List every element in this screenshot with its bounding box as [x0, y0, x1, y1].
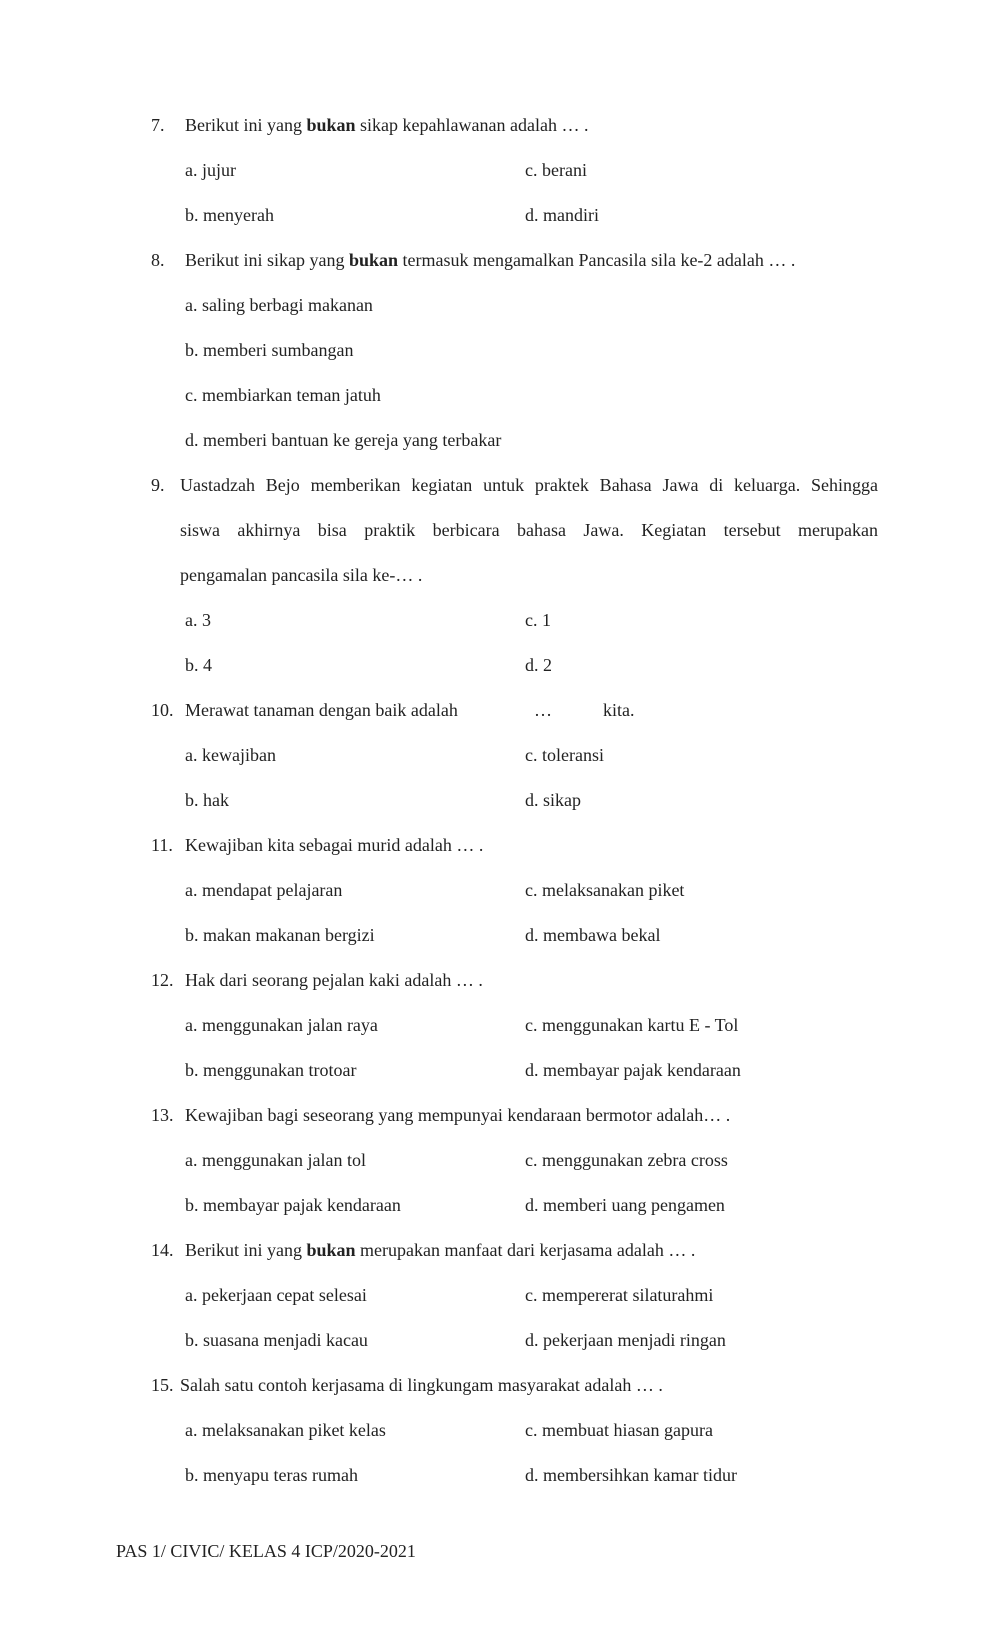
question-13-option-d: d. memberi uang pengamen — [525, 1195, 725, 1215]
question-8-text-part: Berikut ini sikap yang — [185, 250, 349, 270]
question-13-number: 13. — [151, 1105, 174, 1125]
question-12-option-b: b. menggunakan trotoar — [185, 1060, 357, 1080]
question-14-option-d: d. pekerjaan menjadi ringan — [525, 1330, 726, 1350]
question-7-number: 7. — [151, 115, 165, 135]
question-12-option-c: c. menggunakan kartu E - Tol — [525, 1015, 739, 1035]
question-15-option-d: d. membersihkan kamar tidur — [525, 1465, 737, 1485]
question-14-number: 14. — [151, 1240, 174, 1260]
question-10-number: 10. — [151, 700, 174, 720]
question-7-emphasis: bukan — [306, 115, 356, 135]
question-15-number: 15. — [151, 1375, 174, 1395]
question-11-text: Kewajiban kita sebagai murid adalah … . — [185, 835, 484, 855]
question-14-text — [185, 1239, 695, 1261]
question-7-text-part: Berikut ini yang — [185, 115, 307, 135]
question-14-text-part: merupakan manfaat dari kerjasama adalah … . — [355, 1240, 696, 1260]
question-14-option-c: c. mempererat silaturahmi — [525, 1285, 714, 1305]
question-7-option-b: b. menyerah — [185, 205, 274, 225]
question-9-option-b: b. 4 — [185, 655, 212, 675]
question-14-option-a: a. pekerjaan cepat selesai — [185, 1285, 367, 1305]
question-7-option-d: d. mandiri — [525, 205, 599, 225]
question-10-option-b: b. hak — [185, 790, 229, 810]
question-8-option-a: a. saling berbagi makanan — [185, 295, 373, 315]
question-15-option-b: b. menyapu teras rumah — [185, 1465, 358, 1485]
page-footer: PAS 1/ CIVIC/ KELAS 4 ICP/2020-2021 — [116, 1541, 416, 1561]
question-11-option-c: c. melaksanakan piket — [525, 880, 685, 900]
question-7-option-a: a. jujur — [185, 160, 236, 180]
question-14-option-b: b. suasana menjadi kacau — [185, 1330, 368, 1350]
question-9-text-line-3: pengamalan pancasila sila ke-… . — [180, 565, 423, 585]
question-8-emphasis: bukan — [348, 250, 399, 270]
question-8-number: 8. — [151, 250, 165, 270]
question-7-text-part: sikap kepahlawanan adalah … . — [355, 115, 589, 135]
question-12-option-d: d. membayar pajak kendaraan — [525, 1060, 741, 1080]
question-10-option-d: d. sikap — [525, 790, 581, 810]
question-10-text: Merawat tanaman dengan baik adalah — [185, 700, 458, 720]
question-10-text-end: kita. — [603, 700, 635, 720]
question-15-option-a: a. melaksanakan piket kelas — [185, 1420, 386, 1440]
question-13-option-b: b. membayar pajak kendaraan — [185, 1195, 401, 1215]
question-12-number: 12. — [151, 970, 174, 990]
question-9-text-line-2: siswa akhirnya bisa praktik berbicara bahasa Jawa. Kegiatan tersebut merupakan — [180, 520, 878, 540]
question-15-option-c: c. membuat hiasan gapura — [525, 1420, 713, 1440]
question-9-option-d: d. 2 — [525, 655, 552, 675]
question-11-number: 11. — [151, 835, 173, 855]
question-12-text: Hak dari seorang pejalan kaki adalah … . — [185, 970, 483, 990]
question-8-option-d: d. memberi bantuan ke gereja yang terbakar — [185, 430, 502, 450]
question-9-option-c: c. 1 — [525, 610, 551, 630]
question-11-option-d: d. membawa bekal — [525, 925, 661, 945]
question-13-option-c: c. menggunakan zebra cross — [525, 1150, 728, 1170]
question-10-option-a: a. kewajiban — [185, 745, 276, 765]
question-13-text: Kewajiban bagi seseorang yang mempunyai kendaraan bermotor adalah… . — [185, 1105, 731, 1125]
question-8-text — [185, 249, 795, 271]
question-9-option-a: a. 3 — [185, 610, 211, 630]
question-14-emphasis: bukan — [306, 1240, 356, 1260]
question-12-option-a: a. menggunakan jalan raya — [185, 1015, 378, 1035]
question-14-text-part: Berikut ini yang — [185, 1240, 307, 1260]
question-11-option-a: a. mendapat pelajaran — [185, 880, 343, 900]
question-10-option-c: c. toleransi — [525, 745, 604, 765]
question-9-text-line-1: Uastadzah Bejo memberikan kegiatan untuk praktek Bahasa Jawa di keluarga. Sehingga — [180, 475, 878, 495]
question-10-blank: … — [534, 700, 552, 720]
question-11-option-b: b. makan makanan bergizi — [185, 925, 375, 945]
question-9-number: 9. — [151, 475, 165, 495]
question-7-option-c: c. berani — [525, 160, 587, 180]
question-15-text: Salah satu contoh kerjasama di lingkungam masyarakat adalah … . — [180, 1375, 663, 1395]
question-7-text — [185, 114, 588, 136]
question-8-option-c: c. membiarkan teman jatuh — [185, 385, 381, 405]
question-8-text-part: termasuk mengamalkan Pancasila sila ke-2 adalah … . — [398, 250, 796, 270]
question-13-option-a: a. menggunakan jalan tol — [185, 1150, 366, 1170]
question-8-option-b: b. memberi sumbangan — [185, 340, 354, 360]
